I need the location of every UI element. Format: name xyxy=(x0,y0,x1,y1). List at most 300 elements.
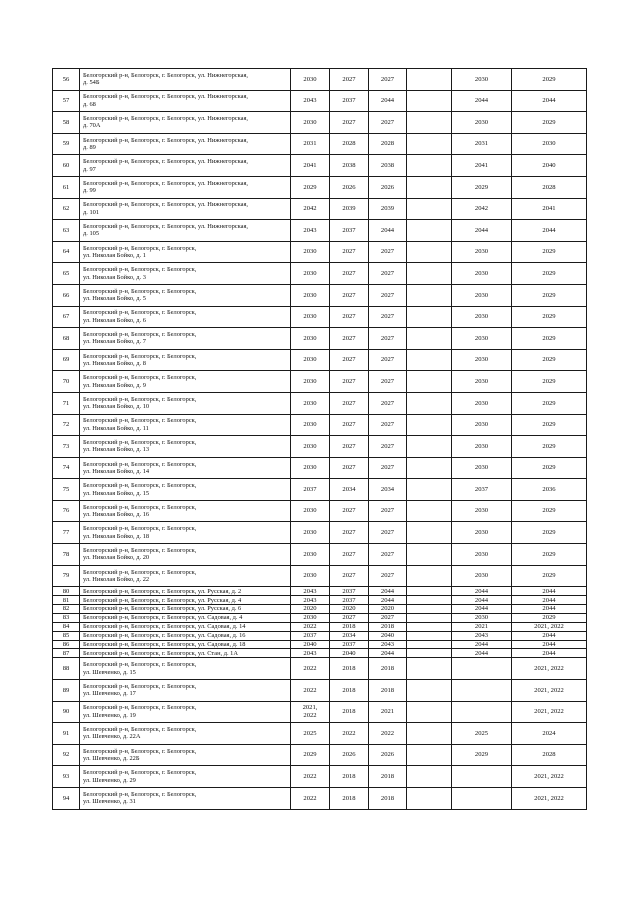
year-cell-1: 2043 xyxy=(291,90,330,112)
address-cell: Белогорский р-н, Белогорск, г. Белогорск, ул. Русская, д. 4 xyxy=(80,596,291,605)
table-row xyxy=(53,457,587,479)
year-cell-1: 2030 xyxy=(291,263,330,285)
year-cell-1: 2030 xyxy=(291,306,330,328)
table-row xyxy=(53,500,587,522)
year-cell-6: 2044 xyxy=(512,605,587,614)
table-row xyxy=(53,723,587,745)
address-cell: Белогорский р-н, Белогорск, г. Белогорск, ул. Николая Бойко, д. 5 xyxy=(80,284,291,306)
year-cell-2: 2027 xyxy=(330,565,369,587)
year-cell-6: 2029 xyxy=(512,522,587,544)
year-cell-5: 2030 xyxy=(452,284,512,306)
year-cell-2: 2034 xyxy=(330,479,369,501)
address-cell: Белогорский р-н, Белогорск, г. Белогорск, ул. Николая Бойко, д. 14 xyxy=(80,457,291,479)
year-cell-5: 2044 xyxy=(452,90,512,112)
year-cell-3: 2026 xyxy=(369,176,407,198)
year-cell-1: 2030 xyxy=(291,565,330,587)
table-row xyxy=(53,220,587,242)
year-cell-1: 2030 xyxy=(291,284,330,306)
table-row xyxy=(53,241,587,263)
year-cell-1: 2030 xyxy=(291,613,330,622)
row-number: 74 xyxy=(53,457,80,479)
year-cell-2: 2040 xyxy=(330,649,369,658)
year-cell-5: 2030 xyxy=(452,457,512,479)
year-cell-4 xyxy=(407,649,452,658)
year-cell-6: 2036 xyxy=(512,479,587,501)
address-cell: Белогорский р-н, Белогорск, г. Белогорск, ул. Нижнегорская, д. 89 xyxy=(80,133,291,155)
schedule-table xyxy=(52,68,587,810)
year-cell-4 xyxy=(407,658,452,680)
address-cell: Белогорский р-н, Белогорск, г. Белогорск, ул. Николая Бойко, д. 6 xyxy=(80,306,291,328)
table-row xyxy=(53,605,587,614)
row-number: 93 xyxy=(53,766,80,788)
year-cell-5 xyxy=(452,679,512,701)
year-cell-5: 2044 xyxy=(452,640,512,649)
year-cell-5: 2031 xyxy=(452,133,512,155)
year-cell-3: 2044 xyxy=(369,587,407,596)
year-cell-3: 2027 xyxy=(369,306,407,328)
year-cell-2: 2027 xyxy=(330,613,369,622)
row-number: 68 xyxy=(53,328,80,350)
year-cell-1: 2030 xyxy=(291,371,330,393)
year-cell-2: 2027 xyxy=(330,392,369,414)
address-cell: Белогорский р-н, Белогорск, г. Белогорск, ул. Садовая, д. 16 xyxy=(80,631,291,640)
year-cell-6: 2029 xyxy=(512,613,587,622)
year-cell-1: 2030 xyxy=(291,392,330,414)
year-cell-3: 2027 xyxy=(369,241,407,263)
year-cell-3: 2027 xyxy=(369,263,407,285)
year-cell-6: 2044 xyxy=(512,631,587,640)
year-cell-6: 2044 xyxy=(512,90,587,112)
year-cell-2: 2022 xyxy=(330,723,369,745)
year-cell-4 xyxy=(407,701,452,723)
year-cell-3: 2027 xyxy=(369,457,407,479)
year-cell-6: 2044 xyxy=(512,596,587,605)
year-cell-6: 2030 xyxy=(512,133,587,155)
year-cell-3: 2027 xyxy=(369,284,407,306)
year-cell-4 xyxy=(407,631,452,640)
year-cell-5: 2030 xyxy=(452,371,512,393)
year-cell-4 xyxy=(407,596,452,605)
year-cell-6: 2029 xyxy=(512,371,587,393)
year-cell-2: 2027 xyxy=(330,263,369,285)
year-cell-2: 2027 xyxy=(330,500,369,522)
address-cell: Белогорский р-н, Белогорск, г. Белогорск, ул. Николая Бойко, д. 8 xyxy=(80,349,291,371)
row-number: 76 xyxy=(53,500,80,522)
year-cell-5: 2029 xyxy=(452,744,512,766)
year-cell-3: 2027 xyxy=(369,112,407,134)
year-cell-2: 2027 xyxy=(330,112,369,134)
table-row xyxy=(53,631,587,640)
year-cell-2: 2037 xyxy=(330,596,369,605)
year-cell-4 xyxy=(407,414,452,436)
year-cell-5 xyxy=(452,766,512,788)
year-cell-3: 2027 xyxy=(369,392,407,414)
year-cell-3: 2043 xyxy=(369,640,407,649)
year-cell-6: 2029 xyxy=(512,500,587,522)
address-cell: Белогорский р-н, Белогорск, г. Белогорск, ул. Николая Бойко, д. 9 xyxy=(80,371,291,393)
address-cell: Белогорский р-н, Белогорск, г. Белогорск, ул. Николая Бойко, д. 11 xyxy=(80,414,291,436)
year-cell-4 xyxy=(407,640,452,649)
table-body xyxy=(53,69,587,810)
row-number: 91 xyxy=(53,723,80,745)
year-cell-6: 2028 xyxy=(512,744,587,766)
year-cell-1: 2043 xyxy=(291,596,330,605)
address-cell: Белогорский р-н, Белогорск, г. Белогорск, ул. Шевченко, д. 29 xyxy=(80,766,291,788)
row-number: 86 xyxy=(53,640,80,649)
table-row xyxy=(53,371,587,393)
address-cell: Белогорский р-н, Белогорск, г. Белогорск, ул. Николая Бойко, д. 10 xyxy=(80,392,291,414)
year-cell-4 xyxy=(407,263,452,285)
year-cell-3: 2018 xyxy=(369,766,407,788)
year-cell-2: 2018 xyxy=(330,658,369,680)
year-cell-1: 2030 xyxy=(291,436,330,458)
year-cell-5: 2037 xyxy=(452,479,512,501)
year-cell-2: 2027 xyxy=(330,284,369,306)
table-row xyxy=(53,414,587,436)
address-cell: Белогорский р-н, Белогорск, г. Белогорск, ул. Николая Бойко, д. 16 xyxy=(80,500,291,522)
year-cell-6: 2029 xyxy=(512,436,587,458)
year-cell-5: 2030 xyxy=(452,349,512,371)
address-cell: Белогорский р-н, Белогорск, г. Белогорск, ул. Шевченко, д. 19 xyxy=(80,701,291,723)
row-number: 77 xyxy=(53,522,80,544)
address-cell: Белогорский р-н, Белогорск, г. Белогорск, ул. Шевченко, д. 31 xyxy=(80,787,291,809)
year-cell-3: 2021 xyxy=(369,701,407,723)
year-cell-3: 2044 xyxy=(369,596,407,605)
address-cell: Белогорский р-н, Белогорск, г. Белогорск, ул. Шевченко, д. 17 xyxy=(80,679,291,701)
year-cell-4 xyxy=(407,371,452,393)
year-cell-6: 2029 xyxy=(512,69,587,91)
year-cell-6: 2029 xyxy=(512,241,587,263)
year-cell-5: 2029 xyxy=(452,176,512,198)
table-row xyxy=(53,436,587,458)
table-row xyxy=(53,622,587,631)
year-cell-6: 2021, 2022 xyxy=(512,658,587,680)
year-cell-4 xyxy=(407,723,452,745)
year-cell-2: 2037 xyxy=(330,90,369,112)
year-cell-2: 2027 xyxy=(330,457,369,479)
year-cell-5: 2044 xyxy=(452,649,512,658)
year-cell-4 xyxy=(407,500,452,522)
year-cell-1: 2042 xyxy=(291,198,330,220)
year-cell-4 xyxy=(407,522,452,544)
year-cell-3: 2044 xyxy=(369,90,407,112)
year-cell-1: 2029 xyxy=(291,176,330,198)
year-cell-3: 2027 xyxy=(369,69,407,91)
year-cell-4 xyxy=(407,155,452,177)
year-cell-5: 2025 xyxy=(452,723,512,745)
table-row xyxy=(53,565,587,587)
address-cell: Белогорский р-н, Белогорск, г. Белогорск, ул. Николая Бойко, д. 20 xyxy=(80,544,291,566)
year-cell-6: 2029 xyxy=(512,263,587,285)
year-cell-5: 2030 xyxy=(452,522,512,544)
year-cell-3: 2020 xyxy=(369,605,407,614)
row-number: 87 xyxy=(53,649,80,658)
year-cell-5: 2030 xyxy=(452,69,512,91)
year-cell-1: 2030 xyxy=(291,328,330,350)
year-cell-1: 2037 xyxy=(291,631,330,640)
row-number: 57 xyxy=(53,90,80,112)
address-cell: Белогорский р-н, Белогорск, г. Белогорск, ул. Шевченко, д. 15 xyxy=(80,658,291,680)
row-number: 56 xyxy=(53,69,80,91)
year-cell-1: 2030 xyxy=(291,69,330,91)
address-cell: Белогорский р-н, Белогорск, г. Белогорск, ул. Нижнегорская, д. 101 xyxy=(80,198,291,220)
year-cell-6: 2024 xyxy=(512,723,587,745)
table-row xyxy=(53,90,587,112)
year-cell-3: 2044 xyxy=(369,649,407,658)
row-number: 89 xyxy=(53,679,80,701)
year-cell-5 xyxy=(452,701,512,723)
year-cell-6: 2044 xyxy=(512,587,587,596)
year-cell-6: 2041 xyxy=(512,198,587,220)
year-cell-5: 2030 xyxy=(452,500,512,522)
year-cell-1: 2030 xyxy=(291,349,330,371)
year-cell-5: 2044 xyxy=(452,587,512,596)
year-cell-4 xyxy=(407,587,452,596)
year-cell-4 xyxy=(407,622,452,631)
year-cell-1: 2030 xyxy=(291,522,330,544)
table-row xyxy=(53,679,587,701)
year-cell-2: 2027 xyxy=(330,241,369,263)
year-cell-5: 2030 xyxy=(452,565,512,587)
address-cell: Белогорский р-н, Белогорск, г. Белогорск, ул. Садовая, д. 14 xyxy=(80,622,291,631)
year-cell-2: 2027 xyxy=(330,522,369,544)
row-number: 59 xyxy=(53,133,80,155)
year-cell-2: 2038 xyxy=(330,155,369,177)
year-cell-2: 2018 xyxy=(330,622,369,631)
address-cell: Белогорский р-н, Белогорск, г. Белогорск, ул. Садовая, д. 4 xyxy=(80,613,291,622)
year-cell-2: 2027 xyxy=(330,544,369,566)
year-cell-3: 2018 xyxy=(369,622,407,631)
year-cell-3: 2027 xyxy=(369,544,407,566)
year-cell-3: 2038 xyxy=(369,155,407,177)
table-row xyxy=(53,112,587,134)
table-row xyxy=(53,306,587,328)
year-cell-3: 2027 xyxy=(369,349,407,371)
year-cell-1: 2041 xyxy=(291,155,330,177)
year-cell-6: 2028 xyxy=(512,176,587,198)
table-row xyxy=(53,522,587,544)
row-number: 79 xyxy=(53,565,80,587)
address-cell: Белогорский р-н, Белогорск, г. Белогорск, ул. Нижнегорская, д. 99 xyxy=(80,176,291,198)
row-number: 66 xyxy=(53,284,80,306)
address-cell: Белогорский р-н, Белогорск, г. Белогорск, ул. Нижнегорская, д. 97 xyxy=(80,155,291,177)
table-row xyxy=(53,544,587,566)
year-cell-5: 2030 xyxy=(452,544,512,566)
year-cell-2: 2018 xyxy=(330,701,369,723)
year-cell-2: 2027 xyxy=(330,69,369,91)
table-row xyxy=(53,613,587,622)
year-cell-2: 2027 xyxy=(330,328,369,350)
year-cell-2: 2037 xyxy=(330,640,369,649)
year-cell-4 xyxy=(407,457,452,479)
year-cell-1: 2031 xyxy=(291,133,330,155)
table-row xyxy=(53,176,587,198)
year-cell-1: 2029 xyxy=(291,744,330,766)
year-cell-2: 2027 xyxy=(330,371,369,393)
year-cell-6: 2021, 2022 xyxy=(512,787,587,809)
address-cell: Белогорский р-н, Белогорск, г. Белогорск, ул. Николая Бойко, д. 18 xyxy=(80,522,291,544)
row-number: 58 xyxy=(53,112,80,134)
year-cell-1: 2030 xyxy=(291,112,330,134)
year-cell-3: 2027 xyxy=(369,500,407,522)
year-cell-3: 2027 xyxy=(369,328,407,350)
year-cell-5: 2030 xyxy=(452,263,512,285)
year-cell-3: 2018 xyxy=(369,679,407,701)
year-cell-1: 2025 xyxy=(291,723,330,745)
year-cell-5: 2030 xyxy=(452,241,512,263)
year-cell-2: 2034 xyxy=(330,631,369,640)
table-row xyxy=(53,263,587,285)
year-cell-5: 2030 xyxy=(452,414,512,436)
year-cell-1: 2043 xyxy=(291,649,330,658)
year-cell-4 xyxy=(407,176,452,198)
year-cell-2: 2027 xyxy=(330,436,369,458)
year-cell-3: 2034 xyxy=(369,479,407,501)
year-cell-6: 2021, 2022 xyxy=(512,766,587,788)
address-cell: Белогорский р-н, Белогорск, г. Белогорск, ул. Шевченко, д. 22А xyxy=(80,723,291,745)
year-cell-4 xyxy=(407,69,452,91)
year-cell-1: 2043 xyxy=(291,587,330,596)
year-cell-2: 2018 xyxy=(330,766,369,788)
table-row xyxy=(53,328,587,350)
address-cell: Белогорский р-н, Белогорск, г. Белогорск, ул. Садовая, д. 18 xyxy=(80,640,291,649)
year-cell-2: 2026 xyxy=(330,176,369,198)
year-cell-3: 2028 xyxy=(369,133,407,155)
year-cell-3: 2022 xyxy=(369,723,407,745)
year-cell-4 xyxy=(407,436,452,458)
table-row xyxy=(53,284,587,306)
table-row xyxy=(53,479,587,501)
table-row xyxy=(53,701,587,723)
row-number: 72 xyxy=(53,414,80,436)
year-cell-1: 2043 xyxy=(291,220,330,242)
address-cell: Белогорский р-н, Белогорск, г. Белогорск, ул. Нижнегорская, д. 70А xyxy=(80,112,291,134)
year-cell-6: 2029 xyxy=(512,306,587,328)
year-cell-5: 2030 xyxy=(452,613,512,622)
year-cell-2: 2026 xyxy=(330,744,369,766)
year-cell-4 xyxy=(407,328,452,350)
year-cell-6: 2029 xyxy=(512,349,587,371)
table-row xyxy=(53,349,587,371)
year-cell-4 xyxy=(407,284,452,306)
year-cell-6: 2044 xyxy=(512,640,587,649)
table-row xyxy=(53,596,587,605)
year-cell-5 xyxy=(452,658,512,680)
year-cell-2: 2039 xyxy=(330,198,369,220)
year-cell-4 xyxy=(407,565,452,587)
table-row xyxy=(53,69,587,91)
year-cell-3: 2040 xyxy=(369,631,407,640)
row-number: 80 xyxy=(53,587,80,596)
row-number: 71 xyxy=(53,392,80,414)
address-cell: Белогорский р-н, Белогорск, г. Белогорск, ул. Нижнегорская, д. 68 xyxy=(80,90,291,112)
year-cell-1: 2037 xyxy=(291,479,330,501)
address-cell: Белогорский р-н, Белогорск, г. Белогорск, ул. Николая Бойко, д. 15 xyxy=(80,479,291,501)
address-cell: Белогорский р-н, Белогорск, г. Белогорск, ул. Русская, д. 2 xyxy=(80,587,291,596)
year-cell-6: 2021, 2022 xyxy=(512,622,587,631)
table-row xyxy=(53,587,587,596)
year-cell-2: 2020 xyxy=(330,605,369,614)
year-cell-5: 2042 xyxy=(452,198,512,220)
address-cell: Белогорский р-н, Белогорск, г. Белогорск, ул. Николая Бойко, д. 13 xyxy=(80,436,291,458)
year-cell-3: 2018 xyxy=(369,658,407,680)
year-cell-5: 2044 xyxy=(452,596,512,605)
year-cell-6: 2044 xyxy=(512,220,587,242)
year-cell-5: 2030 xyxy=(452,306,512,328)
row-number: 67 xyxy=(53,306,80,328)
year-cell-5: 2021 xyxy=(452,622,512,631)
table-row xyxy=(53,766,587,788)
table-row xyxy=(53,649,587,658)
table-row xyxy=(53,392,587,414)
year-cell-5 xyxy=(452,787,512,809)
year-cell-3: 2027 xyxy=(369,565,407,587)
year-cell-6: 2029 xyxy=(512,414,587,436)
year-cell-2: 2037 xyxy=(330,220,369,242)
row-number: 75 xyxy=(53,479,80,501)
year-cell-5: 2030 xyxy=(452,392,512,414)
year-cell-4 xyxy=(407,220,452,242)
row-number: 61 xyxy=(53,176,80,198)
year-cell-6: 2044 xyxy=(512,649,587,658)
year-cell-4 xyxy=(407,306,452,328)
year-cell-6: 2029 xyxy=(512,328,587,350)
row-number: 73 xyxy=(53,436,80,458)
year-cell-5: 2030 xyxy=(452,112,512,134)
year-cell-1: 2030 xyxy=(291,544,330,566)
year-cell-4 xyxy=(407,241,452,263)
year-cell-2: 2018 xyxy=(330,787,369,809)
year-cell-4 xyxy=(407,787,452,809)
table-row xyxy=(53,658,587,680)
address-cell: Белогорский р-н, Белогорск, г. Белогорск, ул. Николая Бойко, д. 7 xyxy=(80,328,291,350)
table-row xyxy=(53,640,587,649)
year-cell-4 xyxy=(407,392,452,414)
year-cell-6: 2029 xyxy=(512,112,587,134)
row-number: 62 xyxy=(53,198,80,220)
year-cell-1: 2022 xyxy=(291,658,330,680)
address-cell: Белогорский р-н, Белогорск, г. Белогорск, ул. Русская, д. 6 xyxy=(80,605,291,614)
year-cell-5: 2043 xyxy=(452,631,512,640)
row-number: 78 xyxy=(53,544,80,566)
year-cell-3: 2027 xyxy=(369,613,407,622)
table-row xyxy=(53,155,587,177)
year-cell-1: 2022 xyxy=(291,679,330,701)
year-cell-1: 2022 xyxy=(291,766,330,788)
year-cell-1: 2020 xyxy=(291,605,330,614)
year-cell-1: 2022 xyxy=(291,787,330,809)
year-cell-6: 2029 xyxy=(512,392,587,414)
year-cell-3: 2027 xyxy=(369,436,407,458)
year-cell-1: 2021, 2022 xyxy=(291,701,330,723)
year-cell-2: 2037 xyxy=(330,587,369,596)
year-cell-4 xyxy=(407,90,452,112)
row-number: 85 xyxy=(53,631,80,640)
table-row xyxy=(53,133,587,155)
year-cell-4 xyxy=(407,479,452,501)
year-cell-6: 2029 xyxy=(512,565,587,587)
year-cell-4 xyxy=(407,544,452,566)
year-cell-6: 2040 xyxy=(512,155,587,177)
year-cell-4 xyxy=(407,744,452,766)
year-cell-1: 2030 xyxy=(291,500,330,522)
year-cell-3: 2039 xyxy=(369,198,407,220)
year-cell-2: 2028 xyxy=(330,133,369,155)
address-cell: Белогорский р-н, Белогорск, г. Белогорск, ул. Нижнегорская, д. 105 xyxy=(80,220,291,242)
year-cell-4 xyxy=(407,605,452,614)
year-cell-5: 2044 xyxy=(452,220,512,242)
year-cell-4 xyxy=(407,766,452,788)
